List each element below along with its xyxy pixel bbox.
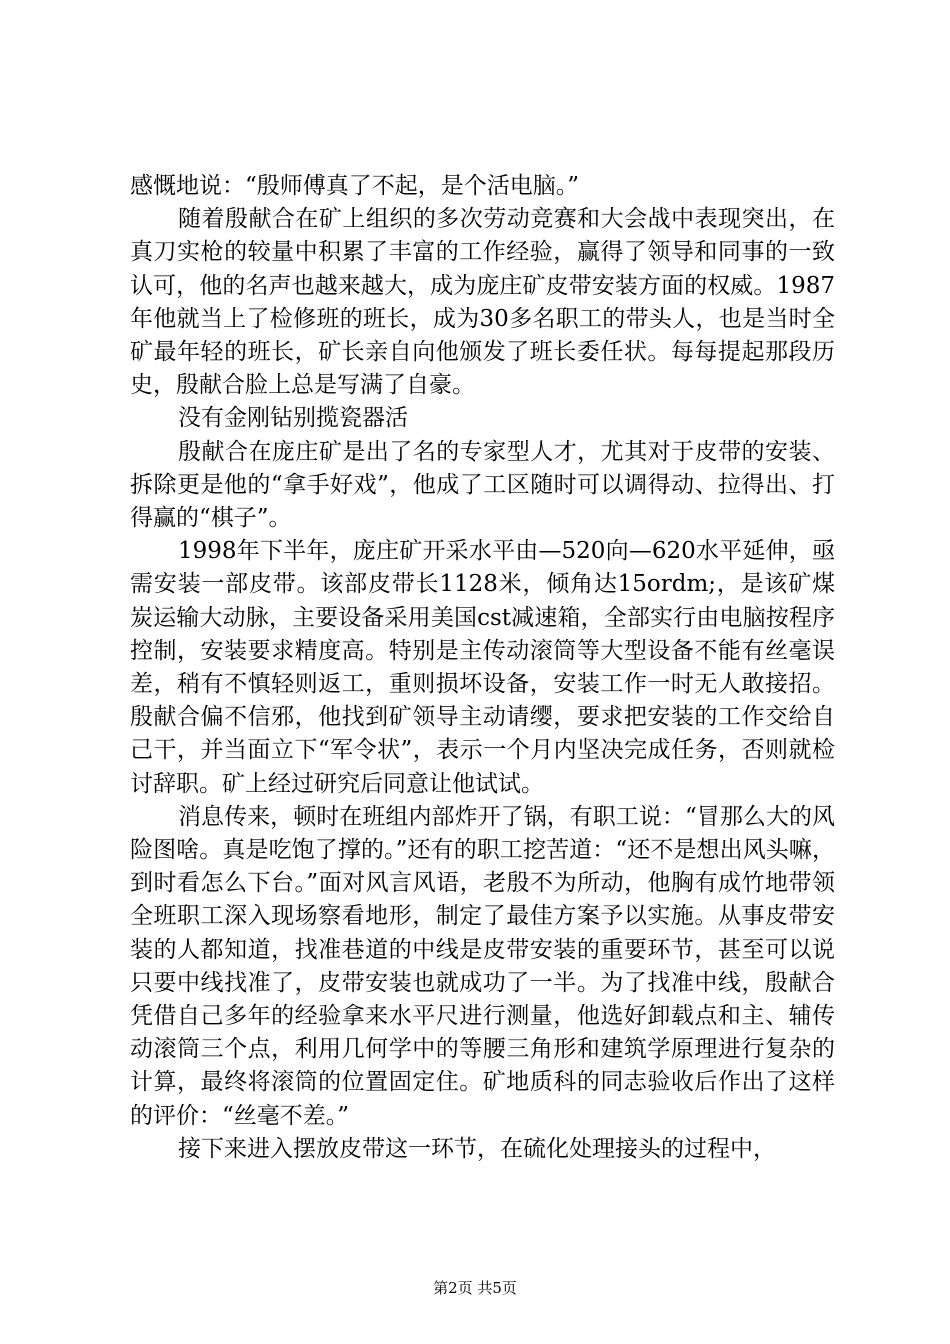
paragraph-2: 随着殷献合在矿上组织的多次劳动竞赛和大会战中表现突出，在真刀实枪的较量中积累了丰富的工作经验，赢得了领导和同事的一致认可，他的名声也越来越大，成为庞庄矿皮带安装方面的权威。1987年他就当上了检修班的班长，成为30多名职工的带头人，也是当时全矿最年轻的班长，矿长亲自向他颁发了班长委任状。每每提起那段历史，殷献合脸上总是写满了自豪。: [130, 206, 835, 399]
document-body: [130, 170, 835, 1166]
paragraph-5: 消息传来，顿时在班组内部炸开了锅，有职工说：“冒那么大的风险图啥。真是吃饱了撑的。”还有的职工挖苦道：“还不是想出风头嘛，到时看怎么下台。”面对风言风语，老殷不为所动，他胸有成竹地带领全班职工深入现场察看地形，制定了最佳方案予以实施。从事皮带安装的人都知道，找准巷道的中线是皮带安装的重要环节，甚至可以说只要中线找准了，皮带安装也就成功了一半。为了找准中线，殷献合凭借自己多年的经验拿来水平尺进行测量，他选好卸载点和主、辅传动滚筒三个点，利用几何学中的等腰三角形和建筑学原理进行复杂的计算，最终将滚筒的位置固定住。矿地质科的同志验收后作出了这样的评价：“丝毫不差。”: [130, 803, 835, 1129]
paragraph-6: 接下来进入摆放皮带这一环节，在硫化处理接头的过程中，: [178, 1135, 776, 1162]
paragraph-4: 1998年下半年，庞庄矿开采水平由—520向—620水平延伸，亟需安装一部皮带。该部皮带长1128米，倾角达15ordm;，是该矿煤炭运输大动脉，主要设备采用美国cst减速箱，全部实行由电脑按程序控制，安装要求精度高。特别是主传动滚筒等大型设备不能有丝毫误差，稍有不慎轻则返工，重则损坏设备，安装工作一时无人敢接招。殷献合偏不信邪，他找到矿领导主动请缨，要求把安装的工作交给自己干，并当面立下“军令状”，表示一个月内坚决完成任务，否则就检讨辞职。矿上经过研究后同意让他试试。: [130, 538, 835, 797]
page-footer: 第2页 共5页: [433, 1279, 517, 1297]
paragraph-3: 殷献合在庞庄矿是出了名的专家型人才，尤其对于皮带的安装、拆除更是他的“拿手好戏”，他成了工区随时可以调得动、拉得出、打得赢的“棋子”。: [130, 438, 835, 532]
paragraph-1: 感慨地说：“殷师傅真了不起，是个活电脑。”: [130, 173, 580, 199]
section-heading: 没有金刚钻别揽瓷器活: [178, 405, 408, 432]
